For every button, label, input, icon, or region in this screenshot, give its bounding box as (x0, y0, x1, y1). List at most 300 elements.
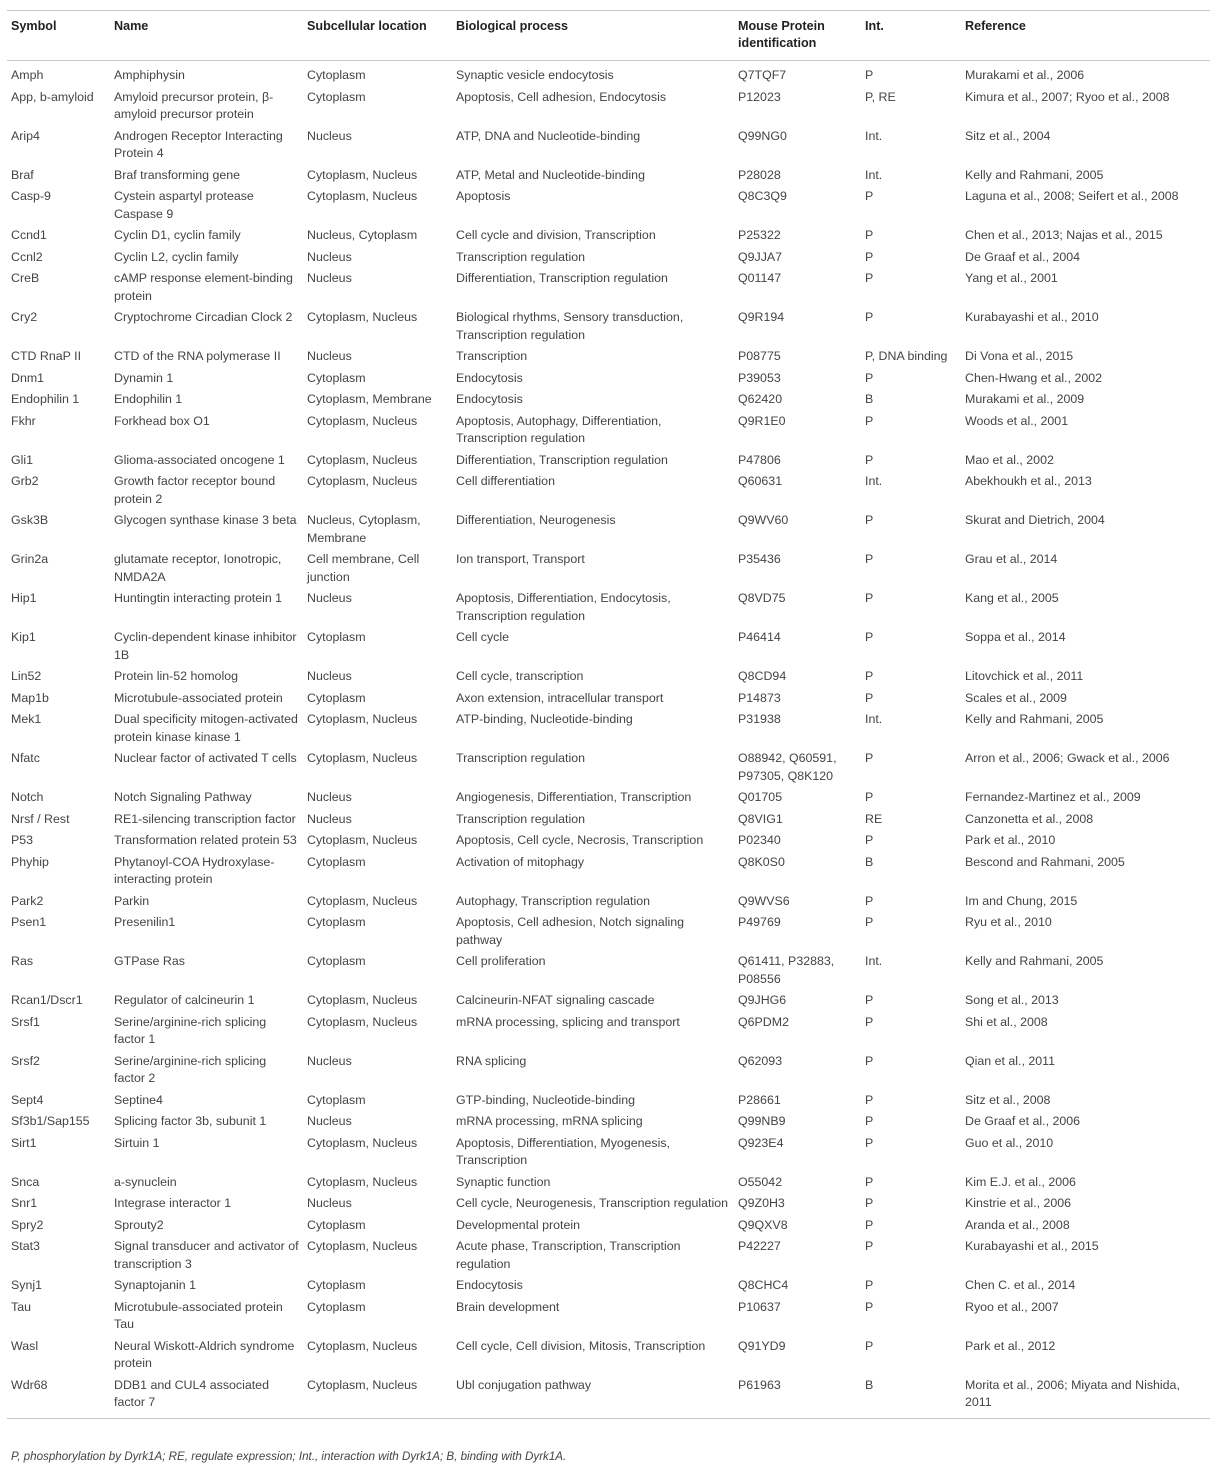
cell-reference: Kelly and Rahmani, 2005 (965, 167, 1104, 182)
cell-location: Cytoplasm, Nucleus (307, 893, 418, 908)
cell-reference: Chen et al., 2013; Najas et al., 2015 (965, 228, 1163, 242)
cell-location: Nucleus (307, 1053, 352, 1068)
table-row (7, 61, 1210, 87)
cell-symbol: App, b-amyloid (11, 89, 94, 104)
table-row (7, 471, 1210, 510)
cell-interaction: P (865, 630, 874, 644)
cell-reference: Di Vona et al., 2015 (965, 349, 1074, 363)
cell-location: Nucleus, Cytoplasm (307, 228, 418, 242)
cell-reference: Ryu et al., 2010 (965, 915, 1052, 929)
cell-location: Nucleus (307, 591, 352, 605)
cell-reference: Fernandez-Martinez et al., 2009 (965, 790, 1141, 804)
cell-symbol: Gli1 (11, 452, 34, 467)
cell-mouse-id: P46414 (738, 630, 781, 644)
table-row (7, 450, 1210, 472)
table-row (7, 1297, 1210, 1336)
cell-symbol: P53 (11, 833, 34, 847)
cell-symbol: Synj1 (11, 1278, 42, 1292)
cell-name: glutamate receptor, Ionotropic, NMDA2A (114, 552, 282, 584)
cell-name: Cryptochrome Circadian Clock 2 (114, 310, 293, 324)
cell-name: Neural Wiskott-Aldrich syndrome protein (114, 1338, 295, 1370)
cell-interaction: P (865, 1014, 874, 1029)
cell-process: Transcription (456, 349, 528, 363)
cell-reference: Song et al., 2013 (965, 993, 1059, 1007)
cell-mouse-id: P42227 (738, 1239, 781, 1253)
table-row (7, 346, 1210, 368)
cell-process: Apoptosis, Differentiation, Myogenesis, Transcription (456, 1135, 670, 1167)
cell-location: Cytoplasm, Nucleus (307, 1174, 418, 1189)
cell-process: Developmental protein (456, 1217, 580, 1232)
cell-interaction: P (865, 452, 874, 467)
cell-name: DDB1 and CUL4 associated factor 7 (110, 1375, 303, 1419)
cell-symbol: CTD RnaP II (11, 349, 82, 363)
table-row (7, 1193, 1210, 1215)
cell-name: Cystein aspartyl protease Caspase 9 (114, 189, 254, 221)
cell-reference: Kelly and Rahmani, 2005 (965, 954, 1104, 968)
cell-location: Nucleus (307, 1114, 352, 1128)
cell-process: Transcription regulation (456, 751, 586, 765)
cell-symbol: Ras (11, 954, 34, 968)
table-row (7, 891, 1210, 913)
cell-symbol: Gsk3B (11, 513, 49, 527)
cell-reference: Shi et al., 2008 (965, 1014, 1048, 1029)
cell-process: Angiogenesis, Differentiation, Transcription (456, 790, 692, 804)
table-row (7, 1236, 1210, 1275)
cell-interaction: P (865, 68, 874, 82)
cell-mouse-id: Q9Z0H3 (738, 1196, 785, 1210)
cell-reference: Guo et al., 2010 (965, 1135, 1054, 1150)
cell-name: Parkin (114, 893, 150, 908)
cell-name: Serine/arginine-rich splicing factor 1 (114, 1014, 267, 1046)
cell-mouse-id: Q99NB9 (738, 1114, 786, 1128)
cell-name: Notch Signaling Pathway (114, 790, 252, 804)
cell-reference: Soppa et al., 2014 (965, 630, 1066, 644)
cell-mouse-id: P25322 (738, 228, 781, 242)
cell-location: Cytoplasm, Nucleus (307, 712, 418, 726)
cell-symbol: Wdr68 (7, 1375, 110, 1419)
cell-interaction: P (865, 669, 874, 683)
table-row (7, 951, 1210, 990)
cell-symbol: Hip1 (11, 591, 37, 605)
cell-name: Signal transducer and activator of transcription 3 (114, 1239, 299, 1271)
cell-name: Glioma-associated oncogene 1 (114, 452, 285, 467)
cell-name: Dynamin 1 (114, 370, 174, 385)
cell-name: Serine/arginine-rich splicing factor 2 (114, 1053, 267, 1085)
cell-name: Glycogen synthase kinase 3 beta (114, 513, 297, 527)
cell-interaction: P (865, 993, 874, 1007)
cell-interaction: P (865, 751, 874, 765)
cell-symbol: Sf3b1/Sap155 (11, 1114, 90, 1128)
cell-interaction: P (865, 370, 874, 385)
cell-reference: Im and Chung, 2015 (965, 893, 1078, 908)
cell-interaction: P (865, 893, 874, 908)
cell-symbol: Nrsf / Rest (11, 811, 70, 826)
cell-location: Cytoplasm, Nucleus (307, 1239, 418, 1253)
cell-process: Endocytosis (456, 1278, 523, 1292)
cell-mouse-id: P10637 (738, 1299, 781, 1314)
cell-reference: Laguna et al., 2008; Seifert et al., 2008 (965, 189, 1179, 203)
cell-interaction: B (865, 392, 874, 406)
cell-reference: Woods et al., 2001 (965, 413, 1069, 428)
cell-location: Cytoplasm, Nucleus (307, 833, 418, 847)
cell-mouse-id: Q01705 (738, 790, 783, 804)
cell-symbol: Stat3 (11, 1239, 40, 1253)
cell-reference: Sitz et al., 2008 (965, 1092, 1051, 1107)
cell-reference: Abekhoukh et al., 2013 (965, 474, 1092, 488)
table-body (7, 61, 1210, 1419)
cell-name: Protein lin-52 homolog (114, 669, 238, 683)
cell-mouse-id: Q9R1E0 (738, 413, 786, 428)
cell-name: Amyloid precursor protein, β-amyloid precursor protein (114, 89, 274, 121)
cell-process: RNA splicing (456, 1053, 527, 1068)
cell-symbol: Dnm1 (11, 370, 45, 385)
cell-location: Cytoplasm (307, 954, 366, 968)
cell-name: Huntingtin interacting protein 1 (114, 591, 283, 605)
cell-mouse-id: Q8VD75 (738, 591, 786, 605)
cell-interaction: P (865, 228, 874, 242)
cell-name: cAMP response element-binding protein (114, 271, 293, 303)
data-table-container (7, 10, 1210, 1419)
cell-mouse-id: Q8CHC4 (738, 1278, 789, 1292)
cell-reference: Park et al., 2010 (965, 833, 1056, 847)
cell-symbol: Lin52 (11, 669, 42, 683)
cell-process: Cell differentiation (456, 474, 555, 488)
cell-location: Cytoplasm (307, 630, 366, 644)
cell-name: Sprouty2 (114, 1217, 164, 1232)
cell-name: Dual specificity mitogen-activated protein kinase kinase 1 (114, 712, 298, 744)
cell-reference: Chen-Hwang et al., 2002 (965, 370, 1103, 385)
cell-symbol: Mek1 (11, 712, 42, 726)
cell-symbol: Srsf1 (11, 1014, 40, 1029)
cell-name: Microtubule-associated protein (114, 690, 283, 705)
table-row (7, 510, 1210, 549)
table-row (7, 830, 1210, 852)
cell-name: Amphiphysin (114, 68, 185, 82)
cell-process: Axon extension, intracellular transport (456, 690, 664, 705)
cell-mouse-id: Q60631 (738, 474, 783, 488)
cell-symbol: Arip4 (11, 128, 40, 143)
cell-mouse-id: P02340 (738, 833, 781, 847)
header-row (7, 11, 1210, 61)
cell-process: Cell cycle, Cell division, Mitosis, Transcription (456, 1338, 706, 1353)
cell-interaction: B (865, 854, 874, 869)
cell-reference: Park et al., 2012 (965, 1338, 1056, 1353)
cell-location: Cytoplasm, Nucleus (307, 1135, 418, 1150)
cell-symbol: Amph (11, 68, 44, 82)
table-row (7, 87, 1210, 126)
cell-process: Biological rhythms, Sensory transduction, Transcription regulation (456, 310, 684, 342)
table-row (7, 1336, 1210, 1375)
cell-location: Cytoplasm, Nucleus (307, 1338, 418, 1353)
cell-interaction: RE (865, 811, 883, 826)
cell-interaction: P (865, 249, 874, 264)
cell-location: Cytoplasm (307, 1092, 366, 1107)
cell-mouse-id: O55042 (738, 1174, 783, 1189)
cell-reference: Qian et al., 2011 (965, 1053, 1056, 1068)
cell-name: CTD of the RNA polymerase II (114, 349, 281, 363)
table-row (7, 990, 1210, 1012)
cell-symbol: Phyhip (11, 854, 49, 869)
cell-interaction: P (865, 310, 874, 324)
cell-name: GTPase Ras (114, 954, 185, 968)
cell-location: Cytoplasm (307, 370, 366, 385)
cell-location: Cytoplasm, Nucleus (303, 1375, 452, 1419)
cell-location: Cytoplasm, Membrane (307, 392, 432, 406)
table-row (7, 247, 1210, 269)
table-footnote: P, phosphorylation by Dyrk1A; RE, regulate expression; Int., interaction with Dyrk1A; B, binding with Dyrk1A. (11, 1450, 567, 1463)
cell-location: Nucleus (307, 669, 352, 683)
cell-location: Cell membrane, Cell junction (307, 552, 420, 584)
cell-mouse-id: P28028 (738, 167, 781, 182)
cell-interaction: Int. (865, 954, 883, 968)
cell-mouse-id: Q62420 (738, 392, 783, 406)
cell-reference: Arron et al., 2006; Gwack et al., 2006 (965, 751, 1170, 765)
table-row (7, 165, 1210, 187)
header-symbol: Symbol (7, 11, 110, 61)
table-row (7, 1375, 1210, 1419)
table-row (7, 709, 1210, 748)
cell-interaction: Int. (865, 128, 883, 143)
cell-interaction: P, DNA binding (865, 349, 948, 363)
table-row (7, 809, 1210, 831)
cell-reference: Mao et al., 2002 (965, 452, 1054, 467)
cell-process: Differentiation, Transcription regulation (456, 271, 668, 285)
cell-mouse-id: Q9QXV8 (738, 1217, 788, 1232)
cell-reference: Litovchick et al., 2011 (965, 669, 1084, 683)
cell-reference: Scales et al., 2009 (965, 690, 1067, 705)
cell-symbol: Srsf2 (11, 1053, 40, 1068)
table-row (7, 1275, 1210, 1297)
cell-location: Cytoplasm, Nucleus (307, 751, 418, 765)
cell-name: a-synuclein (114, 1174, 177, 1189)
cell-name: Forkhead box O1 (114, 413, 210, 428)
protein-table (7, 10, 1210, 1419)
table-row (7, 549, 1210, 588)
table-row (7, 1215, 1210, 1237)
cell-symbol: Nfatc (11, 751, 40, 765)
cell-mouse-id: Q8C3Q9 (738, 189, 787, 203)
cell-mouse-id: P61963 (734, 1375, 861, 1419)
table-row (7, 268, 1210, 307)
cell-symbol: CreB (11, 271, 40, 285)
cell-interaction: Int. (865, 167, 883, 182)
cell-interaction: P (865, 552, 874, 566)
cell-location: Cytoplasm (307, 1217, 366, 1232)
cell-reference: Kurabayashi et al., 2010 (965, 310, 1099, 324)
cell-mouse-id: Q9JJA7 (738, 249, 783, 264)
cell-process: Apoptosis, Cell cycle, Necrosis, Transcription (456, 833, 704, 847)
cell-reference: Sitz et al., 2004 (965, 128, 1051, 143)
cell-reference: Skurat and Dietrich, 2004 (965, 513, 1105, 527)
cell-location: Nucleus (307, 128, 352, 143)
cell-mouse-id: P14873 (738, 690, 781, 705)
cell-process: Synaptic function (456, 1174, 551, 1189)
cell-location: Cytoplasm, Nucleus (307, 452, 418, 467)
cell-process: Endocytosis (456, 370, 523, 385)
cell-process: Cell cycle, transcription (456, 669, 584, 683)
cell-reference: Bescond and Rahmani, 2005 (965, 854, 1125, 869)
cell-process: ATP, DNA and Nucleotide-binding (456, 128, 641, 143)
cell-interaction: P (865, 1196, 874, 1210)
cell-mouse-id: Q9R194 (738, 310, 785, 324)
cell-location: Nucleus (307, 249, 352, 264)
cell-symbol: Casp-9 (11, 189, 51, 203)
cell-reference: Morita et al., 2006; Miyata and Nishida, 2011 (961, 1375, 1210, 1419)
cell-name: Integrase interactor 1 (114, 1196, 232, 1210)
cell-reference: Kang et al., 2005 (965, 591, 1059, 605)
header-reference: Reference (961, 11, 1210, 61)
cell-reference: Grau et al., 2014 (965, 552, 1058, 566)
cell-process: mRNA processing, mRNA splicing (456, 1114, 643, 1128)
cell-interaction: P, RE (865, 89, 896, 104)
cell-process: Brain development (456, 1299, 560, 1314)
cell-mouse-id: P47806 (738, 452, 781, 467)
cell-location: Cytoplasm (307, 1278, 366, 1292)
cell-interaction: P (865, 915, 874, 929)
table-row (7, 912, 1210, 951)
cell-location: Cytoplasm, Nucleus (307, 310, 418, 324)
cell-symbol: Endophilin 1 (11, 392, 80, 406)
table-row (7, 627, 1210, 666)
cell-process: Transcription regulation (456, 811, 586, 826)
cell-interaction: P (865, 790, 874, 804)
table-row (7, 688, 1210, 710)
cell-name: Transformation related protein 53 (114, 833, 297, 847)
table-row (7, 389, 1210, 411)
cell-location: Nucleus, Cytoplasm, Membrane (307, 513, 421, 545)
cell-symbol: Ccnd1 (11, 228, 47, 242)
cell-process: Apoptosis (456, 189, 511, 203)
cell-interaction: P (865, 1278, 874, 1292)
cell-reference: Chen C. et al., 2014 (965, 1278, 1076, 1292)
cell-symbol: Snca (11, 1174, 40, 1189)
cell-location: Cytoplasm (307, 690, 366, 705)
cell-process: Cell proliferation (456, 954, 546, 968)
table-row (7, 126, 1210, 165)
cell-symbol: Ccnl2 (11, 249, 43, 264)
table-row (7, 225, 1210, 247)
cell-symbol: Sirt1 (11, 1135, 37, 1150)
cell-name: Sirtuin 1 (114, 1135, 160, 1150)
cell-name: RE1-silencing transcription factor (114, 811, 296, 826)
cell-reference: Murakami et al., 2006 (965, 68, 1085, 82)
header-name: Name (110, 11, 303, 61)
cell-symbol: Wasl (11, 1338, 39, 1353)
cell-name: Phytanoyl-COA Hydroxylase-interacting protein (114, 854, 275, 886)
table-row (7, 1012, 1210, 1051)
cell-location: Cytoplasm (307, 89, 366, 104)
cell-symbol: Cry2 (11, 310, 38, 324)
cell-name: Braf transforming gene (114, 167, 241, 182)
cell-process: Activation of mitophagy (456, 854, 585, 869)
cell-process: Differentiation, Neurogenesis (456, 513, 616, 527)
cell-location: Nucleus (307, 811, 352, 826)
cell-process: Cell cycle and division, Transcription (456, 228, 656, 242)
cell-interaction: P (865, 1135, 874, 1150)
cell-symbol: Map1b (11, 690, 49, 705)
cell-reference: Canzonetta et al., 2008 (965, 811, 1094, 826)
cell-symbol: Notch (11, 790, 44, 804)
cell-mouse-id: Q7TQF7 (738, 68, 787, 82)
cell-name: Growth factor receptor bound protein 2 (114, 474, 276, 506)
table-row (7, 787, 1210, 809)
cell-mouse-id: Q61411, P32883, P08556 (738, 954, 835, 986)
cell-location: Cytoplasm, Nucleus (307, 993, 418, 1007)
cell-reference: Kinstrie et al., 2006 (965, 1196, 1072, 1210)
cell-process: Apoptosis, Autophagy, Differentiation, Transcription regulation (456, 413, 662, 445)
cell-reference: De Graaf et al., 2004 (965, 249, 1081, 264)
cell-name: Nuclear factor of activated T cells (114, 751, 297, 765)
cell-symbol: Grb2 (11, 474, 39, 488)
table-row (7, 411, 1210, 450)
cell-process: ATP-binding, Nucleotide-binding (456, 712, 633, 726)
table-row (7, 1111, 1210, 1133)
cell-interaction: P (865, 1239, 874, 1253)
cell-location: Cytoplasm (307, 854, 366, 869)
cell-mouse-id: Q01147 (738, 271, 782, 285)
cell-process: Autophagy, Transcription regulation (456, 893, 651, 908)
cell-location: Cytoplasm, Nucleus (307, 413, 418, 428)
cell-process: Apoptosis, Cell adhesion, Endocytosis (456, 89, 667, 104)
cell-location: Cytoplasm (307, 1299, 366, 1314)
cell-process: Cell cycle, Neurogenesis, Transcription regulation (456, 1196, 729, 1210)
cell-process: Cell cycle (456, 630, 510, 644)
cell-mouse-id: Q6PDM2 (738, 1014, 789, 1029)
cell-process: Ion transport, Transport (456, 552, 585, 566)
cell-mouse-id: Q8K0S0 (738, 854, 785, 869)
cell-mouse-id: Q8CD94 (738, 669, 787, 683)
cell-mouse-id: Q8VIG1 (738, 811, 783, 826)
cell-interaction: P (865, 513, 874, 527)
table-header (7, 11, 1210, 61)
cell-interaction: P (865, 1338, 874, 1353)
cell-mouse-id: Q9JHG6 (738, 993, 787, 1007)
cell-symbol: Park2 (11, 893, 44, 908)
cell-interaction: P (865, 1092, 874, 1107)
cell-reference: Murakami et al., 2009 (965, 392, 1085, 406)
cell-interaction: Int. (865, 474, 883, 488)
cell-process: mRNA processing, splicing and transport (456, 1014, 680, 1029)
cell-name: Septine4 (114, 1092, 163, 1107)
cell-process: Ubl conjugation pathway (452, 1375, 734, 1419)
table-row (7, 666, 1210, 688)
cell-symbol: Fkhr (11, 413, 36, 428)
cell-location: Nucleus (307, 1196, 352, 1210)
cell-location: Nucleus (307, 790, 352, 804)
cell-symbol: Snr1 (11, 1196, 38, 1210)
cell-process: Transcription regulation (456, 249, 586, 264)
cell-symbol: Kip1 (11, 630, 36, 644)
cell-mouse-id: P49769 (738, 915, 781, 929)
cell-interaction: Int. (865, 712, 883, 726)
cell-process: Endocytosis (456, 392, 523, 406)
table-row (7, 1172, 1210, 1194)
header-interaction: Int. (861, 11, 961, 61)
cell-name: Cyclin-dependent kinase inhibitor 1B (114, 630, 297, 662)
cell-mouse-id: Q62093 (738, 1053, 783, 1068)
cell-reference: Kelly and Rahmani, 2005 (965, 712, 1104, 726)
cell-reference: Ryoo et al., 2007 (965, 1299, 1059, 1314)
cell-interaction: P (865, 1114, 874, 1128)
cell-interaction: P (865, 1217, 874, 1232)
cell-reference: Kimura et al., 2007; Ryoo et al., 2008 (965, 89, 1170, 104)
cell-interaction: P (865, 271, 874, 285)
cell-process: Differentiation, Transcription regulation (456, 452, 668, 467)
cell-location: Nucleus (307, 349, 352, 363)
cell-mouse-id: O88942, Q60591, P97305, Q8K120 (738, 751, 837, 783)
cell-interaction: P (865, 1299, 874, 1314)
cell-mouse-id: Q99NG0 (738, 128, 787, 143)
